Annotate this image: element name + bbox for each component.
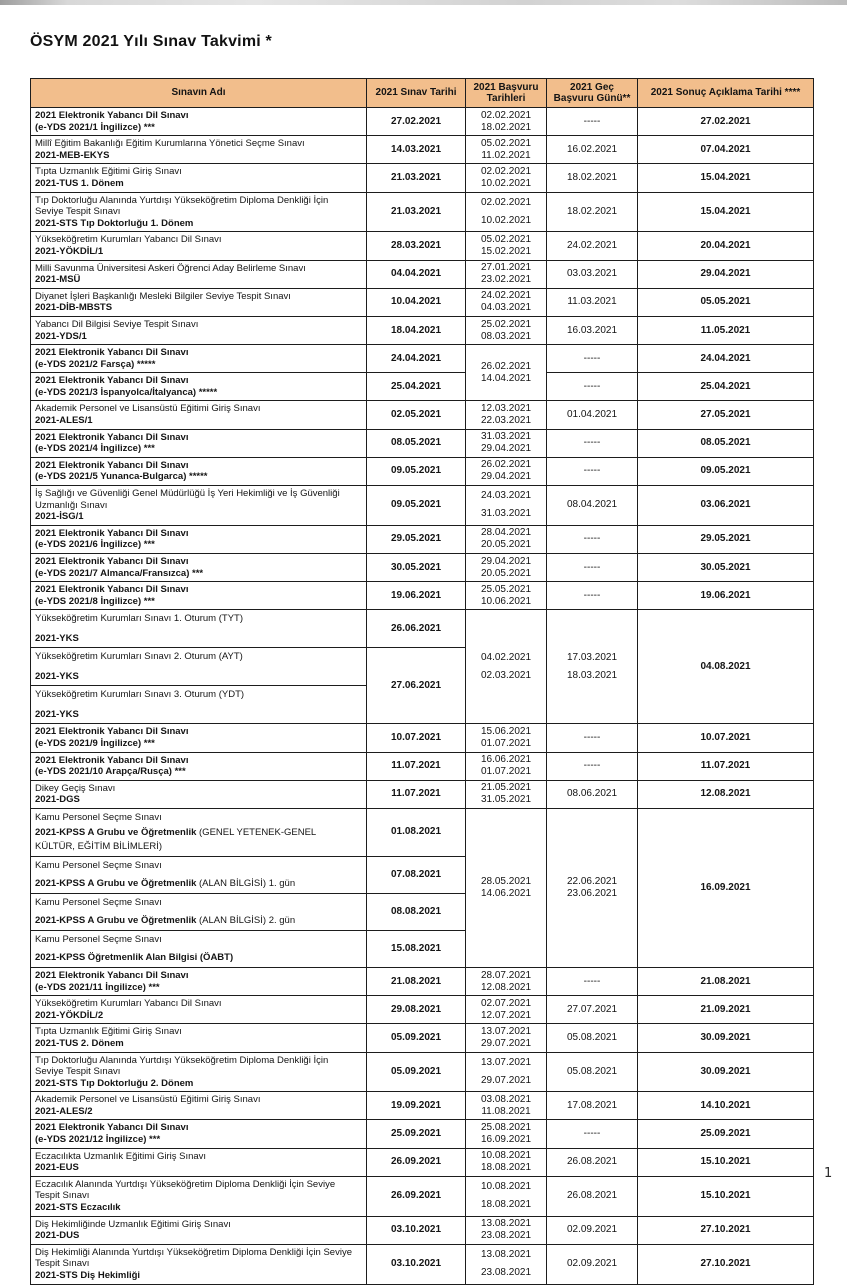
table-row bbox=[31, 1244, 814, 1284]
table-row bbox=[31, 1216, 814, 1244]
result-date-cell: 30.09.2021 bbox=[638, 1052, 814, 1092]
exam-date-cell: 01.08.2021 bbox=[367, 808, 466, 856]
exam-name-cell: Tıpta Uzmanlık Eğitimi Giriş Sınavı 2021-TUS 2. Dönem bbox=[31, 1024, 367, 1052]
table-row bbox=[31, 780, 814, 808]
late-application-cell: 24.02.2021 bbox=[547, 232, 638, 260]
application-dates-cell: 26.02.2021 14.04.2021 bbox=[466, 345, 547, 401]
table-row bbox=[31, 1120, 814, 1148]
exam-name-cell: Diyanet İşleri Başkanlığı Mesleki Bilgiler Seviye Tespit Sınavı 2021-DİB-MBSTS bbox=[31, 288, 367, 316]
exam-name-cell: Yükseköğretim Kurumları Sınavı 3. Oturum (YDT) 2021-YKS bbox=[31, 686, 367, 724]
late-application-cell: 11.03.2021 bbox=[547, 288, 638, 316]
exam-date-cell: 30.05.2021 bbox=[367, 554, 466, 582]
application-dates-cell: 02.02.2021 18.02.2021 bbox=[466, 108, 547, 136]
late-application-cell: 26.08.2021 bbox=[547, 1148, 638, 1176]
result-date-cell: 14.10.2021 bbox=[638, 1092, 814, 1120]
result-date-cell: 15.10.2021 bbox=[638, 1176, 814, 1216]
table-row bbox=[31, 429, 814, 457]
exam-date-cell: 25.04.2021 bbox=[367, 373, 466, 401]
table-row bbox=[31, 996, 814, 1024]
exam-date-cell: 25.09.2021 bbox=[367, 1120, 466, 1148]
result-date-cell: 04.08.2021 bbox=[638, 610, 814, 724]
application-dates-cell: 21.05.2021 31.05.2021 bbox=[466, 780, 547, 808]
result-date-cell: 15.10.2021 bbox=[638, 1148, 814, 1176]
exam-name-cell: Millî Eğitim Bakanlığı Eğitim Kurumlarına Yönetici Seçme Sınavı 2021-MEB-EKYS bbox=[31, 136, 367, 164]
exam-name-cell: Kamu Personel Seçme Sınavı 2021-KPSS A Grubu ve Öğretmenlik (GENEL YETENEK-GENEL KÜLTÜR, EĞİTİM BİLİMLERİ) bbox=[31, 808, 367, 856]
application-dates-cell: 13.07.2021 29.07.2021 bbox=[466, 1052, 547, 1092]
application-dates-cell: 28.04.2021 20.05.2021 bbox=[466, 525, 547, 553]
late-application-cell: ----- bbox=[547, 108, 638, 136]
table-row bbox=[31, 582, 814, 610]
exam-date-cell: 28.03.2021 bbox=[367, 232, 466, 260]
table-row bbox=[31, 457, 814, 485]
application-dates-cell: 13.08.2021 23.08.2021 bbox=[466, 1216, 547, 1244]
application-dates-cell: 02.02.2021 10.02.2021 bbox=[466, 164, 547, 192]
table-row bbox=[31, 752, 814, 780]
late-application-cell: ----- bbox=[547, 1120, 638, 1148]
exam-date-cell: 07.08.2021 bbox=[367, 856, 466, 893]
exam-name-cell: Kamu Personel Seçme Sınavı 2021-KPSS A Grubu ve Öğretmenlik (ALAN BİLGİSİ) 1. gün bbox=[31, 856, 367, 893]
application-dates-cell: 16.06.2021 01.07.2021 bbox=[466, 752, 547, 780]
exam-name-cell: Akademik Personel ve Lisansüstü Eğitimi Giriş Sınavı 2021-ALES/2 bbox=[31, 1092, 367, 1120]
exam-name-cell: 2021 Elektronik Yabancı Dil Sınavı (e-YDS 2021/10 Arapça/Rusça) *** bbox=[31, 752, 367, 780]
late-application-cell: 27.07.2021 bbox=[547, 996, 638, 1024]
header-exam-name: Sınavın Adı bbox=[31, 79, 367, 108]
exam-date-cell: 03.10.2021 bbox=[367, 1244, 466, 1284]
application-dates-cell: 15.06.2021 01.07.2021 bbox=[466, 724, 547, 752]
late-application-cell: ----- bbox=[547, 967, 638, 995]
result-date-cell: 25.09.2021 bbox=[638, 1120, 814, 1148]
exam-name-cell: Yabancı Dil Bilgisi Seviye Tespit Sınavı 2021-YDS/1 bbox=[31, 316, 367, 344]
exam-date-cell: 03.10.2021 bbox=[367, 1216, 466, 1244]
exam-date-cell: 14.03.2021 bbox=[367, 136, 466, 164]
exam-name-cell: Diş Hekimliği Alanında Yurtdışı Yükseköğretim Diploma Denkliği İçin Seviye Tespit Sınavı 2021-STS Diş Hekimliği bbox=[31, 1244, 367, 1284]
table-row bbox=[31, 1176, 814, 1216]
exam-name-cell: Diş Hekimliğinde Uzmanlık Eğitimi Giriş Sınavı 2021-DUS bbox=[31, 1216, 367, 1244]
exam-date-cell: 21.03.2021 bbox=[367, 164, 466, 192]
exam-date-cell: 26.06.2021 bbox=[367, 610, 466, 648]
exam-name-cell: 2021 Elektronik Yabancı Dil Sınavı (e-YDS 2021/5 Yunanca-Bulgarca) ***** bbox=[31, 457, 367, 485]
exam-date-cell: 26.09.2021 bbox=[367, 1176, 466, 1216]
exam-name-cell: Tıp Doktorluğu Alanında Yurtdışı Yükseköğretim Diploma Denkliği İçin Seviye Tespit Sınavı 2021-STS Tıp Doktorluğu 2. Dönem bbox=[31, 1052, 367, 1092]
table-row bbox=[31, 554, 814, 582]
exam-date-cell: 04.04.2021 bbox=[367, 260, 466, 288]
table-row bbox=[31, 1052, 814, 1092]
scan-edge-artifact bbox=[0, 0, 847, 5]
exam-name-cell: Kamu Personel Seçme Sınavı 2021-KPSS A Grubu ve Öğretmenlik (ALAN BİLGİSİ) 2. gün bbox=[31, 893, 367, 930]
table-row bbox=[31, 1092, 814, 1120]
late-application-cell: 16.03.2021 bbox=[547, 316, 638, 344]
exam-name-cell: Yükseköğretim Kurumları Sınavı 1. Oturum (TYT) 2021-YKS bbox=[31, 610, 367, 648]
application-dates-cell: 05.02.2021 15.02.2021 bbox=[466, 232, 547, 260]
application-dates-cell: 05.02.2021 11.02.2021 bbox=[466, 136, 547, 164]
exam-name-cell: Kamu Personel Seçme Sınavı 2021-KPSS Öğretmenlik Alan Bilgisi (ÖABT) bbox=[31, 930, 367, 967]
exam-date-cell: 21.08.2021 bbox=[367, 967, 466, 995]
result-date-cell: 20.04.2021 bbox=[638, 232, 814, 260]
result-date-cell: 11.07.2021 bbox=[638, 752, 814, 780]
table-row bbox=[31, 401, 814, 429]
application-dates-cell: 24.03.2021 31.03.2021 bbox=[466, 486, 547, 526]
exam-name-cell: Akademik Personel ve Lisansüstü Eğitimi Giriş Sınavı 2021-ALES/1 bbox=[31, 401, 367, 429]
result-date-cell: 19.06.2021 bbox=[638, 582, 814, 610]
result-date-cell: 08.05.2021 bbox=[638, 429, 814, 457]
exam-name-cell: İş Sağlığı ve Güvenliği Genel Müdürlüğü İş Yeri Hekimliği ve İş Güvenliği Uzmanlığı Sınavı 2021-İSG/1 bbox=[31, 486, 367, 526]
late-application-cell: 18.02.2021 bbox=[547, 192, 638, 232]
header-application-dates: 2021 Başvuru Tarihleri bbox=[466, 79, 547, 108]
exam-name-cell: Eczacılık Alanında Yurtdışı Yükseköğretim Diploma Denkliği İçin Seviye Tespit Sınavı 2021-STS Eczacılık bbox=[31, 1176, 367, 1216]
result-date-cell: 12.08.2021 bbox=[638, 780, 814, 808]
exam-name-cell: Yükseköğretim Kurumları Sınavı 2. Oturum (AYT) 2021-YKS bbox=[31, 648, 367, 686]
application-dates-cell: 12.03.2021 22.03.2021 bbox=[466, 401, 547, 429]
exam-name-cell: Dikey Geçiş Sınavı 2021-DGS bbox=[31, 780, 367, 808]
exam-date-cell: 08.08.2021 bbox=[367, 893, 466, 930]
table-row bbox=[31, 525, 814, 553]
late-application-cell: 02.09.2021 bbox=[547, 1244, 638, 1284]
application-dates-cell: 28.07.2021 12.08.2021 bbox=[466, 967, 547, 995]
application-dates-cell: 26.02.2021 29.04.2021 bbox=[466, 457, 547, 485]
result-date-cell: 21.08.2021 bbox=[638, 967, 814, 995]
table-row bbox=[31, 164, 814, 192]
page-number: 1 bbox=[824, 1166, 833, 1181]
late-application-cell: ----- bbox=[547, 525, 638, 553]
application-dates-cell: 28.05.2021 14.06.2021 bbox=[466, 808, 547, 967]
result-date-cell: 21.09.2021 bbox=[638, 996, 814, 1024]
late-application-cell: ----- bbox=[547, 345, 638, 373]
exam-table-body bbox=[31, 108, 814, 1285]
exam-name-cell: Tıp Doktorluğu Alanında Yurtdışı Yükseköğretim Diploma Denkliği İçin Seviye Tespit Sınavı 2021-STS Tıp Doktorluğu 1. Dönem bbox=[31, 192, 367, 232]
exam-date-cell: 29.05.2021 bbox=[367, 525, 466, 553]
header-result-date: 2021 Sonuç Açıklama Tarihi **** bbox=[638, 79, 814, 108]
application-dates-cell: 29.04.2021 20.05.2021 bbox=[466, 554, 547, 582]
exam-calendar-table bbox=[30, 78, 814, 1285]
exam-date-cell: 26.09.2021 bbox=[367, 1148, 466, 1176]
result-date-cell: 24.04.2021 bbox=[638, 345, 814, 373]
exam-date-cell: 27.06.2021 bbox=[367, 648, 466, 724]
late-application-cell: 16.02.2021 bbox=[547, 136, 638, 164]
exam-name-cell: 2021 Elektronik Yabancı Dil Sınavı (e-YDS 2021/9 İngilizce) *** bbox=[31, 724, 367, 752]
result-date-cell: 07.04.2021 bbox=[638, 136, 814, 164]
application-dates-cell: 31.03.2021 29.04.2021 bbox=[466, 429, 547, 457]
late-application-cell: ----- bbox=[547, 582, 638, 610]
exam-date-cell: 09.05.2021 bbox=[367, 457, 466, 485]
header-exam-date: 2021 Sınav Tarihi bbox=[367, 79, 466, 108]
header-row bbox=[31, 79, 814, 108]
exam-date-cell: 05.09.2021 bbox=[367, 1024, 466, 1052]
exam-date-cell: 29.08.2021 bbox=[367, 996, 466, 1024]
application-dates-cell: 03.08.2021 11.08.2021 bbox=[466, 1092, 547, 1120]
result-date-cell: 27.10.2021 bbox=[638, 1216, 814, 1244]
table-row bbox=[31, 486, 814, 526]
exam-date-cell: 08.05.2021 bbox=[367, 429, 466, 457]
exam-date-cell: 05.09.2021 bbox=[367, 1052, 466, 1092]
result-date-cell: 10.07.2021 bbox=[638, 724, 814, 752]
exam-date-cell: 19.09.2021 bbox=[367, 1092, 466, 1120]
exam-date-cell: 19.06.2021 bbox=[367, 582, 466, 610]
table-row bbox=[31, 610, 814, 648]
application-dates-cell: 02.02.2021 10.02.2021 bbox=[466, 192, 547, 232]
application-dates-cell: 27.01.2021 23.02.2021 bbox=[466, 260, 547, 288]
exam-name-cell: Milli Savunma Üniversitesi Askeri Öğrenci Aday Belirleme Sınavı 2021-MSÜ bbox=[31, 260, 367, 288]
page-title: ÖSYM 2021 Yılı Sınav Takvimi * bbox=[30, 33, 272, 50]
result-date-cell: 29.05.2021 bbox=[638, 525, 814, 553]
exam-name-cell: 2021 Elektronik Yabancı Dil Sınavı (e-YDS 2021/8 İngilizce) *** bbox=[31, 582, 367, 610]
application-dates-cell: 25.02.2021 08.03.2021 bbox=[466, 316, 547, 344]
application-dates-cell: 10.08.2021 18.08.2021 bbox=[466, 1176, 547, 1216]
late-application-cell: 26.08.2021 bbox=[547, 1176, 638, 1216]
result-date-cell: 27.02.2021 bbox=[638, 108, 814, 136]
result-date-cell: 30.05.2021 bbox=[638, 554, 814, 582]
result-date-cell: 27.10.2021 bbox=[638, 1244, 814, 1284]
result-date-cell: 27.05.2021 bbox=[638, 401, 814, 429]
exam-name-cell: Yükseköğretim Kurumları Yabancı Dil Sınavı 2021-YÖKDİL/1 bbox=[31, 232, 367, 260]
table-row bbox=[31, 967, 814, 995]
exam-name-cell: 2021 Elektronik Yabancı Dil Sınavı (e-YDS 2021/12 İngilizce) *** bbox=[31, 1120, 367, 1148]
exam-name-cell: 2021 Elektronik Yabancı Dil Sınavı (e-YDS 2021/4 İngilizce) *** bbox=[31, 429, 367, 457]
exam-date-cell: 21.03.2021 bbox=[367, 192, 466, 232]
application-dates-cell: 13.07.2021 29.07.2021 bbox=[466, 1024, 547, 1052]
late-application-cell: 05.08.2021 bbox=[547, 1024, 638, 1052]
table-row bbox=[31, 192, 814, 232]
application-dates-cell: 25.05.2021 10.06.2021 bbox=[466, 582, 547, 610]
application-dates-cell: 25.08.2021 16.09.2021 bbox=[466, 1120, 547, 1148]
exam-name-cell: Yükseköğretim Kurumları Yabancı Dil Sınavı 2021-YÖKDİL/2 bbox=[31, 996, 367, 1024]
result-date-cell: 09.05.2021 bbox=[638, 457, 814, 485]
exam-name-cell: Eczacılıkta Uzmanlık Eğitimi Giriş Sınavı 2021-EUS bbox=[31, 1148, 367, 1176]
exam-date-cell: 10.07.2021 bbox=[367, 724, 466, 752]
exam-name-cell: 2021 Elektronik Yabancı Dil Sınavı (e-YDS 2021/3 İspanyolca/İtalyanca) ***** bbox=[31, 373, 367, 401]
late-application-cell: 17.03.2021 18.03.2021 bbox=[547, 610, 638, 724]
exam-name-cell: 2021 Elektronik Yabancı Dil Sınavı (e-YDS 2021/2 Farsça) ***** bbox=[31, 345, 367, 373]
table-row bbox=[31, 1024, 814, 1052]
table-row bbox=[31, 136, 814, 164]
exam-name-cell: Tıpta Uzmanlık Eğitimi Giriş Sınavı 2021-TUS 1. Dönem bbox=[31, 164, 367, 192]
exam-date-cell: 18.04.2021 bbox=[367, 316, 466, 344]
late-application-cell: 03.03.2021 bbox=[547, 260, 638, 288]
result-date-cell: 15.04.2021 bbox=[638, 192, 814, 232]
table-row bbox=[31, 108, 814, 136]
result-date-cell: 05.05.2021 bbox=[638, 288, 814, 316]
late-application-cell: ----- bbox=[547, 373, 638, 401]
exam-date-cell: 09.05.2021 bbox=[367, 486, 466, 526]
result-date-cell: 11.05.2021 bbox=[638, 316, 814, 344]
table-row bbox=[31, 232, 814, 260]
exam-date-cell: 24.04.2021 bbox=[367, 345, 466, 373]
late-application-cell: 22.06.2021 23.06.2021 bbox=[547, 808, 638, 967]
result-date-cell: 29.04.2021 bbox=[638, 260, 814, 288]
late-application-cell: 02.09.2021 bbox=[547, 1216, 638, 1244]
late-application-cell: 08.06.2021 bbox=[547, 780, 638, 808]
exam-date-cell: 02.05.2021 bbox=[367, 401, 466, 429]
table-row bbox=[31, 288, 814, 316]
late-application-cell: ----- bbox=[547, 724, 638, 752]
late-application-cell: 17.08.2021 bbox=[547, 1092, 638, 1120]
result-date-cell: 30.09.2021 bbox=[638, 1024, 814, 1052]
exam-name-cell: 2021 Elektronik Yabancı Dil Sınavı (e-YDS 2021/11 İngilizce) *** bbox=[31, 967, 367, 995]
table-row bbox=[31, 373, 814, 401]
late-application-cell: 08.04.2021 bbox=[547, 486, 638, 526]
exam-name-cell: 2021 Elektronik Yabancı Dil Sınavı (e-YDS 2021/7 Almanca/Fransızca) *** bbox=[31, 554, 367, 582]
late-application-cell: 01.04.2021 bbox=[547, 401, 638, 429]
result-date-cell: 03.06.2021 bbox=[638, 486, 814, 526]
exam-name-cell: 2021 Elektronik Yabancı Dil Sınavı (e-YDS 2021/1 İngilizce) *** bbox=[31, 108, 367, 136]
application-dates-cell: 04.02.2021 02.03.2021 bbox=[466, 610, 547, 724]
exam-date-cell: 10.04.2021 bbox=[367, 288, 466, 316]
exam-date-cell: 15.08.2021 bbox=[367, 930, 466, 967]
application-dates-cell: 10.08.2021 18.08.2021 bbox=[466, 1148, 547, 1176]
result-date-cell: 16.09.2021 bbox=[638, 808, 814, 967]
late-application-cell: ----- bbox=[547, 457, 638, 485]
result-date-cell: 25.04.2021 bbox=[638, 373, 814, 401]
late-application-cell: ----- bbox=[547, 554, 638, 582]
table-row bbox=[31, 1148, 814, 1176]
table-row bbox=[31, 808, 814, 856]
table-row bbox=[31, 316, 814, 344]
application-dates-cell: 13.08.2021 23.08.2021 bbox=[466, 1244, 547, 1284]
table-row bbox=[31, 260, 814, 288]
application-dates-cell: 24.02.2021 04.03.2021 bbox=[466, 288, 547, 316]
exam-date-cell: 11.07.2021 bbox=[367, 780, 466, 808]
result-date-cell: 15.04.2021 bbox=[638, 164, 814, 192]
header-late-application: 2021 Geç Başvuru Günü** bbox=[547, 79, 638, 108]
application-dates-cell: 02.07.2021 12.07.2021 bbox=[466, 996, 547, 1024]
late-application-cell: 18.02.2021 bbox=[547, 164, 638, 192]
late-application-cell: ----- bbox=[547, 429, 638, 457]
exam-date-cell: 27.02.2021 bbox=[367, 108, 466, 136]
exam-date-cell: 11.07.2021 bbox=[367, 752, 466, 780]
late-application-cell: 05.08.2021 bbox=[547, 1052, 638, 1092]
table-row bbox=[31, 724, 814, 752]
table-row bbox=[31, 345, 814, 373]
exam-name-cell: 2021 Elektronik Yabancı Dil Sınavı (e-YDS 2021/6 İngilizce) *** bbox=[31, 525, 367, 553]
late-application-cell: ----- bbox=[547, 752, 638, 780]
